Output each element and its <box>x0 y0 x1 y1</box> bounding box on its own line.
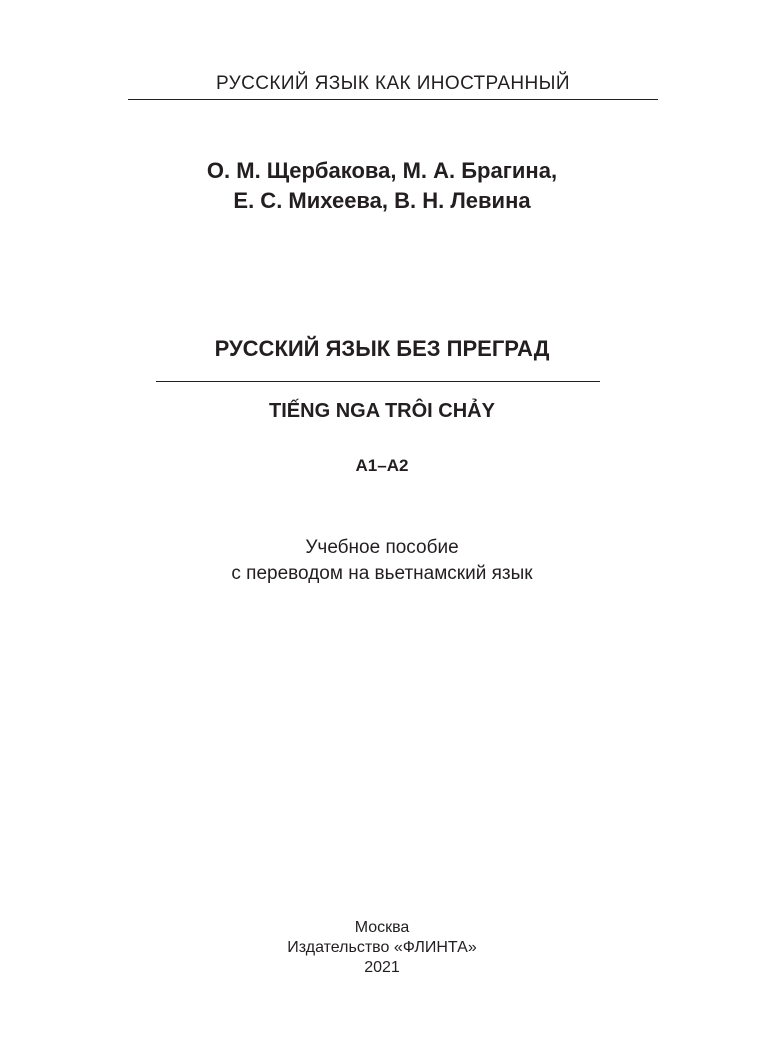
authors-line-2: Е. С. Михеева, В. Н. Левина <box>233 188 531 213</box>
authors-line-1: О. М. Щербакова, М. А. Брагина, <box>206 158 558 183</box>
top-divider <box>128 99 658 100</box>
book-title-vietnamese: TIẾNG NGA TRÔI CHẢY <box>269 400 495 422</box>
description-line-2: с переводом на вьетнамский язык <box>231 563 533 584</box>
imprint-year: 2021 <box>364 959 400 976</box>
title-divider <box>156 381 600 382</box>
description-block <box>0 535 764 587</box>
imprint-block <box>0 918 764 978</box>
authors-block <box>0 156 764 216</box>
book-title: РУССКИЙ ЯЗЫК БЕЗ ПРЕГРАД <box>214 336 550 361</box>
level-label: А1–А2 <box>355 456 409 475</box>
imprint-city: Москва <box>354 919 410 936</box>
description-line-1: Учебное пособие <box>305 537 459 558</box>
series-title: РУССКИЙ ЯЗЫК КАК ИНОСТРАННЫЙ <box>216 73 570 94</box>
imprint-publisher: Издательство «ФЛИНТА» <box>287 939 477 956</box>
